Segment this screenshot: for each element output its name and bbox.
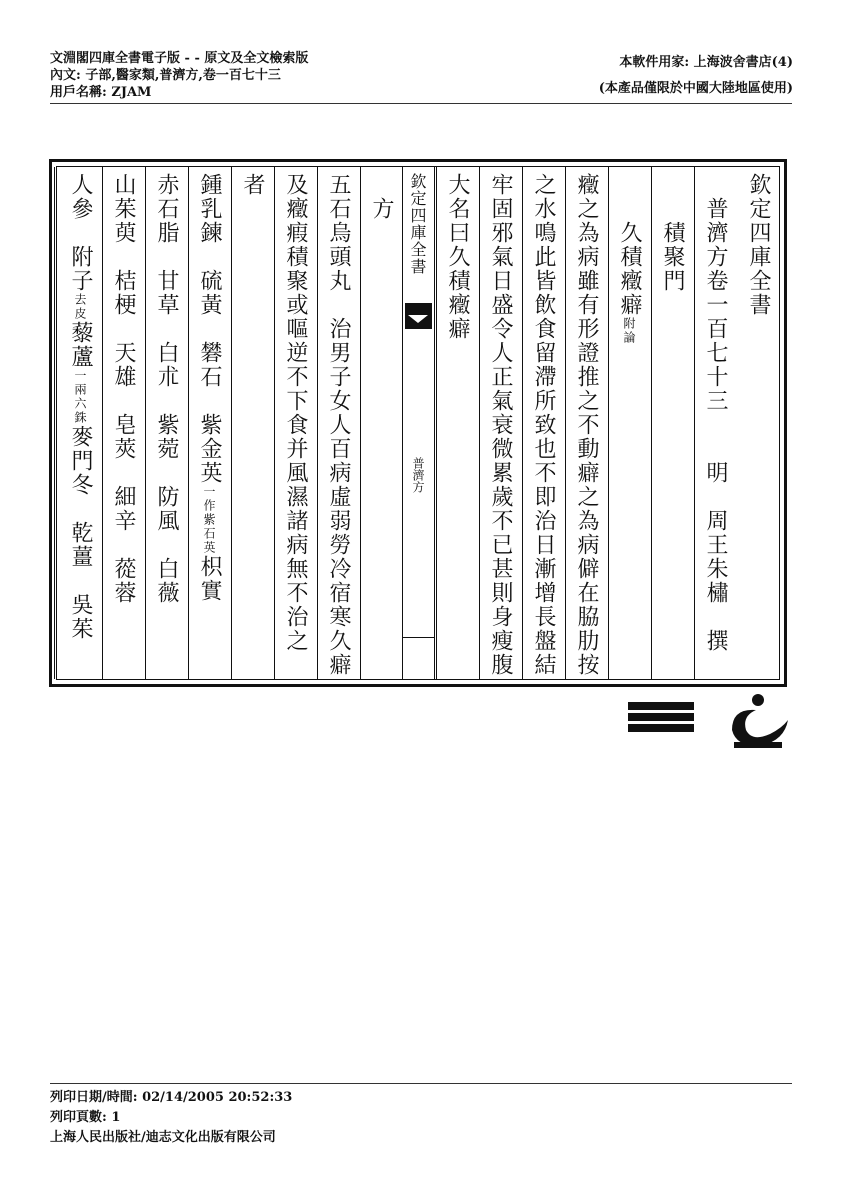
text-column-7: 牢固邪氣日盛令人正氣衰微累歲不已甚則身瘦腹 [479, 167, 521, 679]
footer-page-count: 列印頁數: 1 [50, 1110, 121, 1125]
text-column-14: 赤石脂 甘草 白朮 紫菀 防風 白薇 [145, 167, 187, 679]
page-frame [49, 159, 787, 687]
text-column-9: 方 [360, 167, 402, 679]
text-column-6: 之水鳴此皆飲食留滯所致也不即治日漸增長盤結 [522, 167, 564, 679]
column-4-main: 久積癥癖 [617, 173, 642, 317]
header-right [599, 50, 793, 102]
header-licensee: 本軟件用家: 上海波舍書店(4) [619, 55, 793, 70]
text-column-11: 及癥瘕積聚或嘔逆不下食并風濕諸病無不治之 [274, 167, 316, 679]
text-column-3: 積聚門 [651, 167, 693, 679]
publisher-logo-icon [620, 690, 700, 750]
text-column-2: 普濟方卷一百七十三 明 周王朱橚 撰 [694, 167, 736, 679]
header-product-title: 文淵閣四庫全書電子版 - - 原文及全文檢索版 [50, 51, 309, 66]
column-16-main: 人參 附子 [68, 173, 93, 293]
publisher-emblem-icon [722, 690, 794, 754]
text-column-15: 山茱萸 桔梗 天雄 皂莢 細辛 蓯蓉 [102, 167, 144, 679]
column-13-note: 一作紫石英 [202, 485, 216, 555]
header-username: 用戶名稱: ZJAM [50, 85, 152, 100]
header-region-notice: (本產品僅限於中國大陸地區使用) [598, 81, 793, 96]
text-column-1: 欽定四庫全書 [746, 173, 771, 317]
column-13-main: 鍾乳鍊 硫黃 礬石 紫金英 [197, 173, 222, 485]
text-column-16 [54, 167, 101, 679]
fish-tail-mark [405, 303, 432, 329]
spine-title: 欽定四庫全書 [408, 173, 427, 275]
text-column-8: 大名曰久積癥癖 [436, 167, 478, 679]
footer-print-datetime: 列印日期/時間: 02/14/2005 20:52:33 [50, 1090, 293, 1105]
text-column-4 [608, 167, 650, 679]
header-rule [50, 103, 792, 104]
column-16-mid: 藜蘆 [68, 321, 93, 369]
column-16-tail: 麥門冬 乾薑 吳茱 [68, 425, 93, 641]
text-column-12: 者 [231, 167, 273, 679]
column-4-note: 附論 [622, 317, 636, 345]
footer-publisher: 上海人民出版社/迪志文化出版有限公司 [50, 1130, 276, 1145]
column-16-note2: 一兩六銖 [73, 369, 87, 425]
footer-rule [50, 1083, 792, 1084]
spine-rule [403, 637, 434, 638]
header-left [50, 50, 308, 101]
column-16-note: 去皮 [73, 293, 87, 321]
header-content-path: 內文: 子部,醫家類,普濟方,卷一百七十三 [50, 68, 281, 83]
spine-subtitle: 普濟方 [411, 457, 425, 493]
text-column-5: 癥之為病雖有形證推之不動癖之為病僻在脇肋按 [565, 167, 607, 679]
page-inner-border [56, 166, 780, 680]
page-spine [402, 167, 435, 679]
column-13-tail: 枳實 [197, 555, 222, 603]
footer [50, 1088, 292, 1148]
text-column-10: 五石烏頭丸 治男子女人百病虛弱勞冷宿寒久癖 [317, 167, 359, 679]
text-column-13 [188, 167, 230, 679]
